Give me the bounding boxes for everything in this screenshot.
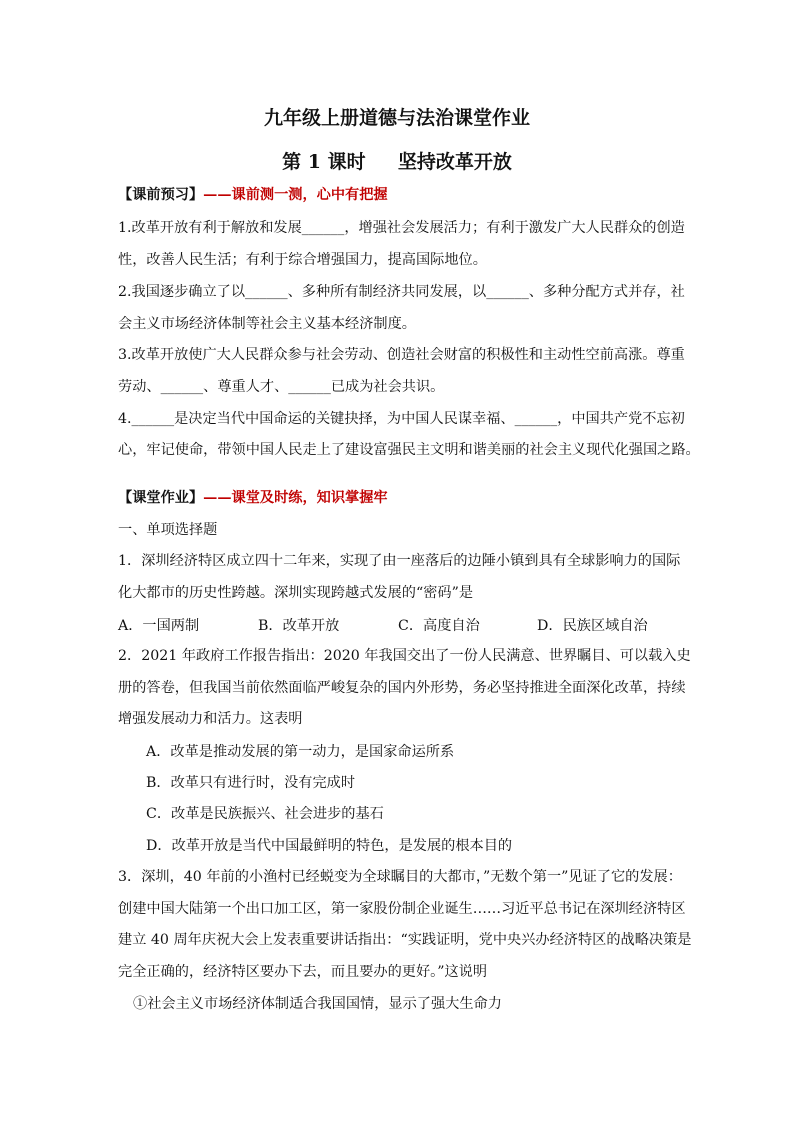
preview-line: 劳动、______、尊重人才、______已成为社会共识。 xyxy=(118,379,445,395)
section-class-heading xyxy=(118,489,688,507)
question-2-line: 2．2021 年政府工作报告指出：2020 年我国交出了一份人民满意、世界瞩目、可以载入史 xyxy=(118,648,691,664)
preview-line: 性，改善人民生活；有利于综合增强国力，提高国际地位。 xyxy=(118,252,487,268)
q3-statement-1: ①社会主义市场经济体制适合我国国情，显示了强大生命力 xyxy=(133,996,502,1012)
question-3-line: 3．深圳，40 年前的小渔村已经蜕变为全球瞩目的大都市，”无数个第一”见证了它的发展： xyxy=(118,869,682,885)
lesson-title: 第 1 课时 坚持改革开放 xyxy=(282,151,512,173)
q1-option-a: A．一国两制 xyxy=(118,618,200,634)
question-3-line: 完全正确的，经济特区要办下去，而且要办的更好。”这说明 xyxy=(118,964,488,980)
q2-option-b: B．改革只有进行时，没有完成时 xyxy=(146,775,356,791)
q1-option-d: D．民族区域自治 xyxy=(537,618,648,634)
question-2-line: 增强发展动力和活力。这表明 xyxy=(118,711,303,727)
q2-option-d: D．改革开放是当代中国最鲜明的特色，是发展的根本目的 xyxy=(146,838,513,854)
question-2-line: 册的答卷，但我国当前依然面临严峻复杂的国内外形势，务必坚持推进全面深化改革，持续 xyxy=(118,680,686,696)
preview-line: 2.我国逐步确立了以______、多种所有制经济共同发展，以______、多种分配方式并存，社 xyxy=(118,284,685,300)
preview-line: 3.改革开放使广大人民群众参与社会劳动、创造社会财富的积极性和主动性空前高涨。尊重 xyxy=(118,347,685,363)
section-preview-heading xyxy=(118,186,688,204)
preview-line: 1.改革开放有利于解放和发展______，增强社会发展活力；有利于激发广大人民群众的创造 xyxy=(118,220,685,236)
part-title: 一、单项选择题 xyxy=(118,522,218,538)
preview-line: 会主义市场经济体制等社会主义基本经济制度。 xyxy=(118,316,416,332)
question-3-line: 建立 40 周年庆祝大会上发表重要讲话指出：“实践证明，党中央兴办经济特区的战略决策是 xyxy=(118,932,692,948)
section-tagline: ——课前测一测，心中有把握 xyxy=(203,187,388,203)
q1-option-c: C．高度自治 xyxy=(398,618,480,634)
document-title: 九年级上册道德与法治课堂作业 xyxy=(263,107,530,129)
section-tagline: ——课堂及时练，知识掌握牢 xyxy=(203,490,388,506)
q2-option-a: A．改革是推动发展的第一动力，是国家命运所系 xyxy=(146,744,455,760)
preview-line: 4.______是决定当代中国命运的关键抉择，为中国人民谋幸福、______，中国共产党不忘初 xyxy=(118,411,685,427)
q1-option-b: B．改革开放 xyxy=(258,618,340,634)
question-1-line: 1．深圳经济特区成立四十二年来，实现了由一座落后的边陲小镇到具有全球影响力的国际 xyxy=(118,553,681,569)
question-3-line: 创建中国大陆第一个出口加工区，第一家股份制企业诞生……习近平总书记在深圳经济特区 xyxy=(118,901,686,917)
preview-line: 心，牢记使命，带领中国人民走上了建设富强民主文明和谐美丽的社会主义现代化强国之路。 xyxy=(118,442,700,458)
section-label: 【课前预习】 xyxy=(118,187,204,203)
section-label: 【课堂作业】 xyxy=(118,490,204,506)
question-1-line: 化大都市的历史性跨越。深圳实现跨越式发展的“密码”是 xyxy=(118,585,474,601)
q2-option-c: C．改革是民族振兴、社会进步的基石 xyxy=(146,806,384,822)
